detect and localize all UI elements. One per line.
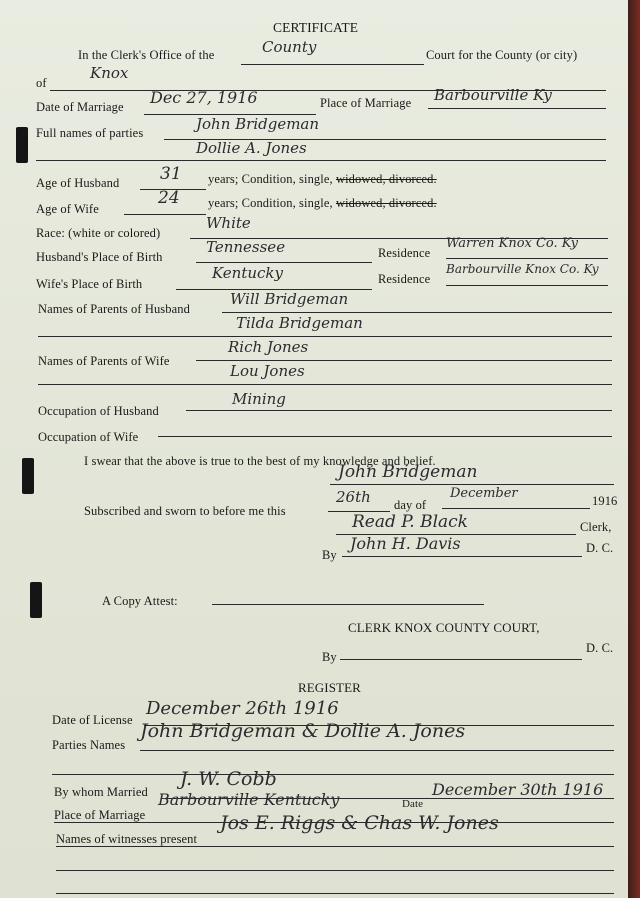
wife-birth-value: Kentucky: [212, 264, 283, 282]
dc-signature-line-2: [340, 659, 582, 660]
register-title: REGISTER: [298, 680, 361, 695]
sworn-day-value: 26th: [336, 488, 371, 506]
witnesses-line: [56, 846, 614, 847]
copy-attest-label: A Copy Attest:: [102, 594, 178, 608]
date-of-marriage-value: Dec 27, 1916: [150, 88, 258, 107]
parties-names-line: [140, 750, 614, 751]
wife-birth-label: Wife's Place of Birth: [36, 277, 143, 291]
swear-text: I swear that the above is true to the best of my knowledge and belief.: [84, 454, 436, 468]
date-of-license-value: December 26th 1916: [146, 698, 339, 719]
by-label: By: [322, 548, 337, 562]
occupation-husband-value: Mining: [232, 390, 286, 408]
husband-birth-value: Tennessee: [206, 238, 286, 256]
register-date-label: Date: [402, 798, 424, 810]
full-names-label: Full names of parties: [36, 126, 144, 140]
parties-names-label: Parties Names: [52, 738, 126, 752]
place-of-marriage-register-value: Barbourville Kentucky: [158, 790, 340, 809]
widowed-divorced-text-wife: widowed, divorced.: [335, 196, 437, 210]
parent-wife-2-line: [38, 384, 612, 385]
age-husband-label: Age of Husband: [36, 176, 120, 190]
years-condition-text: years; Condition, single,: [208, 172, 333, 186]
swear-signature: John Bridgeman: [338, 462, 478, 482]
swear-signature-line: [330, 484, 614, 485]
party2-line: [36, 160, 606, 161]
parties-names-line-2: [52, 774, 614, 775]
party1-value: John Bridgeman: [196, 115, 320, 133]
by-whom-value: J. W. Cobb: [180, 768, 277, 790]
age-husband-value: 31: [160, 164, 182, 184]
witnesses-line-3: [56, 893, 614, 894]
binder-hole-bottom: [30, 582, 42, 618]
witnesses-line-2: [56, 870, 614, 871]
husband-residence-value: Warren Knox Co. Ky: [446, 236, 579, 251]
dc-label: D. C.: [586, 541, 614, 555]
sworn-month-line: [442, 508, 590, 509]
parents-wife-label: Names of Parents of Wife: [38, 354, 170, 368]
parent-wife-1-value: Rich Jones: [228, 338, 309, 356]
date-of-marriage-label: Date of Marriage: [36, 100, 124, 114]
years-condition-text-wife: years; Condition, single,: [208, 196, 333, 210]
place-of-marriage-label: Place of Marriage: [320, 96, 412, 110]
parents-husband-label: Names of Parents of Husband: [38, 302, 190, 316]
age-wife-label: Age of Wife: [36, 202, 99, 216]
parent-wife-2-value: Lou Jones: [230, 362, 305, 380]
of-label: of: [36, 76, 47, 90]
sworn-year-value: 1916: [592, 494, 618, 508]
parent-husband-1-value: Will Bridgeman: [230, 290, 349, 308]
witnesses-value: Jos E. Riggs & Chas W. Jones: [220, 812, 499, 834]
occupation-husband-line: [186, 410, 612, 411]
court-type-line: [241, 64, 424, 65]
sworn-month-value: December: [450, 486, 518, 501]
register-date-value: December 30th 1916: [432, 780, 604, 799]
occupation-wife-label: Occupation of Wife: [38, 430, 139, 444]
party2-value: Dollie A. Jones: [196, 139, 307, 157]
day-of-label: day of: [394, 498, 427, 512]
place-of-marriage-register-label: Place of Marriage: [54, 808, 146, 822]
clerk-signature: Read P. Black: [352, 512, 468, 532]
binder-hole-top: [16, 127, 28, 163]
race-label: Race: (white or colored): [36, 226, 161, 240]
occupation-wife-line: [158, 436, 612, 437]
clerk-office-label: In the Clerk's Office of the: [78, 48, 215, 62]
parties-names-value: John Bridgeman & Dollie A. Jones: [140, 720, 466, 742]
husband-residence-label: Residence: [378, 246, 431, 260]
dc-label-2: D. C.: [586, 641, 614, 655]
age-wife-value: 24: [158, 188, 180, 208]
wife-residence-line: [446, 285, 608, 286]
deputy-signature: John H. Davis: [350, 534, 461, 553]
witnesses-label: Names of witnesses present: [56, 832, 198, 846]
wife-residence-value: Barbourville Knox Co. Ky: [446, 262, 599, 276]
widowed-divorced-text: widowed, divorced.: [335, 172, 437, 186]
copy-attest-line: [212, 604, 484, 605]
date-of-license-label: Date of License: [52, 713, 133, 727]
age-wife-condition: [208, 196, 437, 211]
certificate-title: CERTIFICATE: [273, 20, 359, 35]
clerk-label: Clerk,: [580, 520, 612, 534]
binder-hole-middle: [22, 458, 34, 494]
county-value: Knox: [90, 64, 129, 82]
by-whom-label: By whom Married: [54, 785, 148, 799]
husband-residence-line: [446, 258, 608, 259]
place-of-marriage-line: [428, 108, 606, 109]
place-of-marriage-value: Barbourville Ky: [434, 86, 552, 104]
parent-husband-2-value: Tilda Bridgeman: [236, 314, 363, 332]
court-suffix-label: Court for the County (or city): [426, 48, 578, 62]
wife-residence-label: Residence: [378, 272, 431, 286]
age-husband-condition: [208, 172, 437, 187]
race-value: White: [206, 214, 251, 232]
deputy-signature-line: [342, 556, 582, 557]
clerk-knox-county: CLERK KNOX COUNTY COURT,: [348, 620, 540, 635]
occupation-husband-label: Occupation of Husband: [38, 404, 159, 418]
husband-birth-label: Husband's Place of Birth: [36, 250, 163, 264]
book-binding-edge: [628, 0, 640, 898]
court-type-value: County: [262, 38, 317, 56]
by-label-2: By: [322, 650, 337, 664]
parent-wife-1-line: [196, 360, 612, 361]
husband-birth-line: [196, 262, 372, 263]
parent-husband-2-line: [38, 336, 612, 337]
subscribed-label: Subscribed and sworn to before me this: [84, 504, 286, 518]
age-wife-line: [124, 214, 206, 215]
parent-husband-1-line: [222, 312, 612, 313]
